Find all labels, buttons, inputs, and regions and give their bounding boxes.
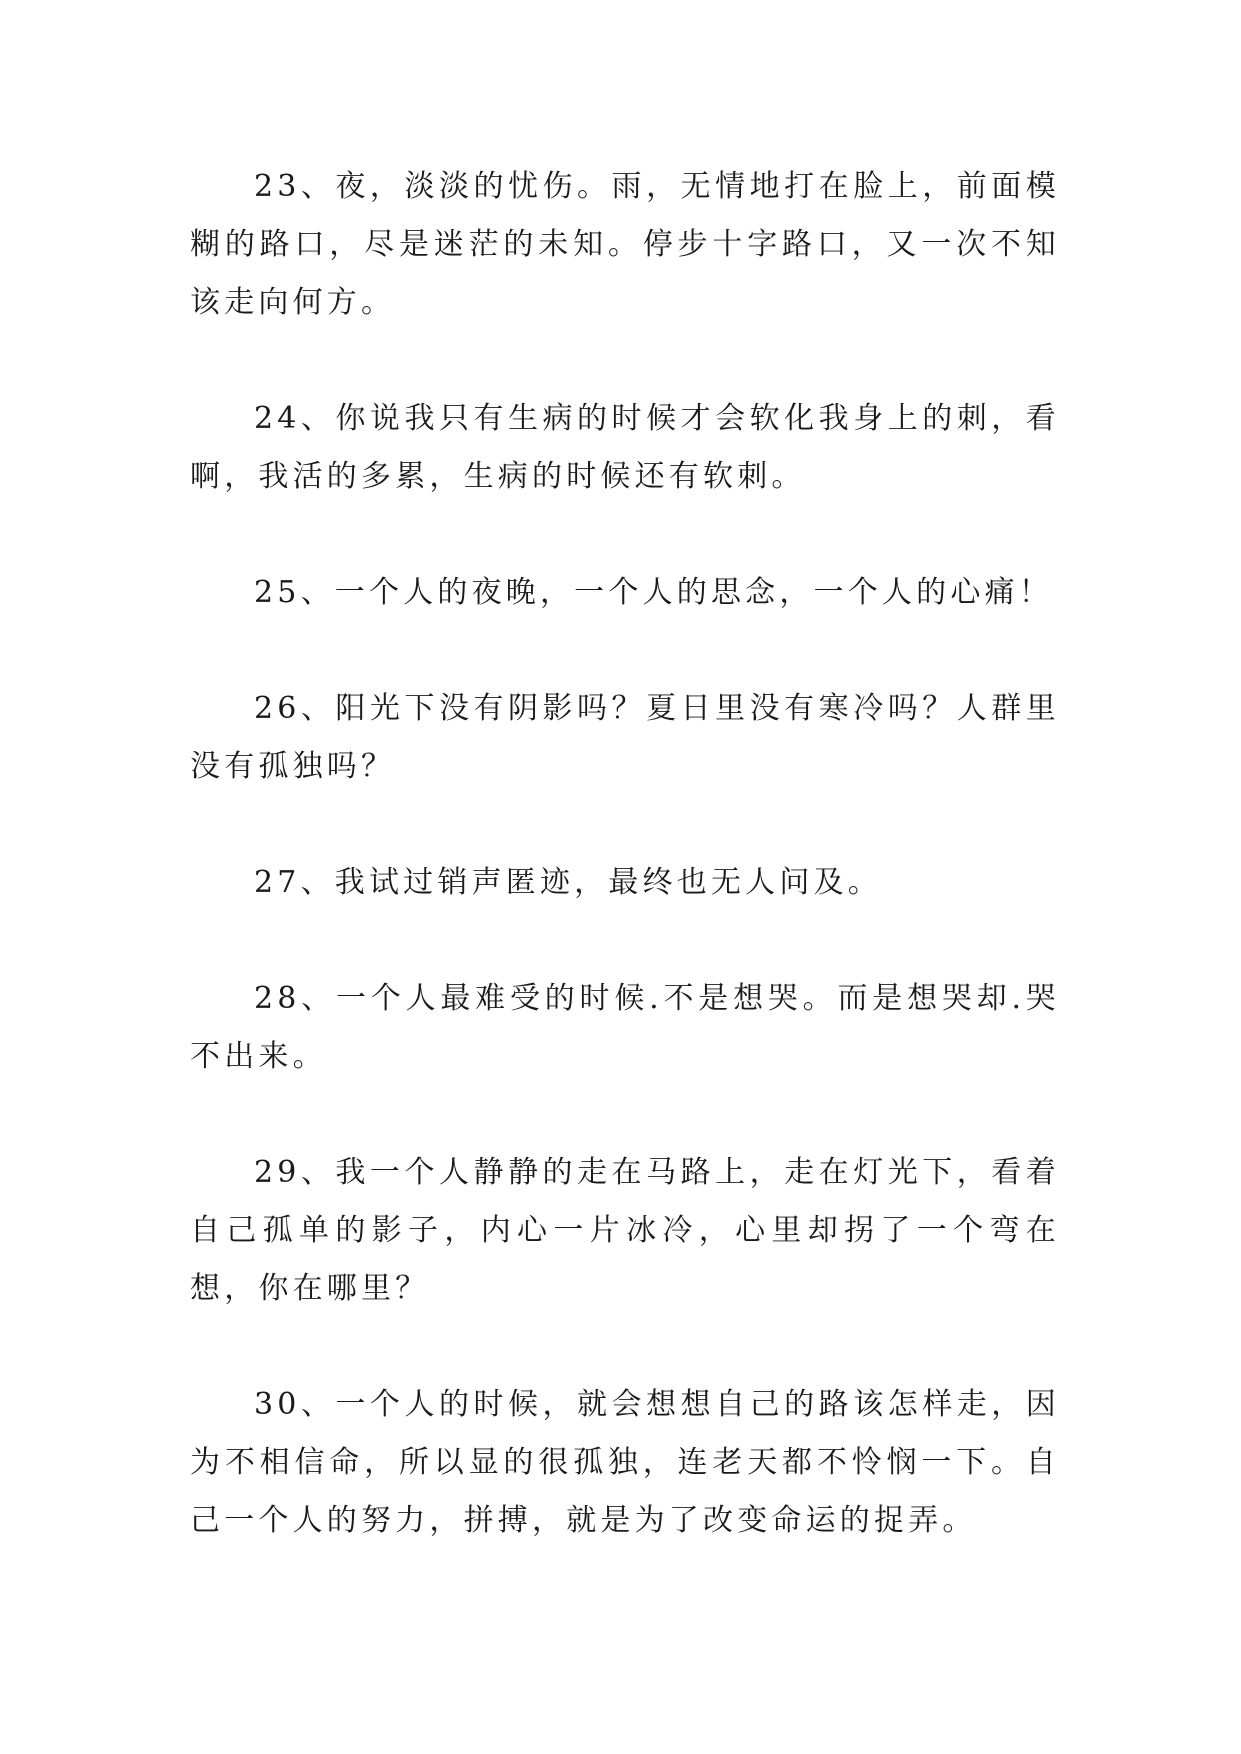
paragraph-29: 29、我一个人静静的走在马路上，走在灯光下，看着自己孤单的影子，内心一片冰冷，心里却拐了一个弯在想，你在哪里？ (190, 1155, 1060, 1306)
document-body (190, 158, 1060, 1550)
paragraph-26: 26、阳光下没有阴影吗？夏日里没有寒冷吗？人群里没有孤独吗？ (190, 691, 1060, 784)
paragraph-25: 25、一个人的夜晚，一个人的思念，一个人的心痛！ (254, 575, 1053, 610)
paragraph-30: 30、一个人的时候，就会想想自己的路该怎样走，因为不相信命，所以显的很孤独，连老天都不怜悯一下。自己一个人的努力，拼搏，就是为了改变命运的捉弄。 (190, 1387, 1060, 1538)
paragraph-23: 23、夜，淡淡的忧伤。雨，无情地打在脸上，前面模糊的路口，尽是迷茫的未知。停步十字路口，又一次不知该走向何方。 (190, 169, 1060, 320)
paragraph-27: 27、我试过销声匿迹，最终也无人问及。 (254, 865, 882, 900)
paragraph-24: 24、你说我只有生病的时候才会软化我身上的刺，看啊，我活的多累，生病的时候还有软刺。 (190, 401, 1060, 494)
paragraph-28: 28、一个人最难受的时候.不是想哭。而是想哭却.哭不出来。 (190, 981, 1060, 1074)
